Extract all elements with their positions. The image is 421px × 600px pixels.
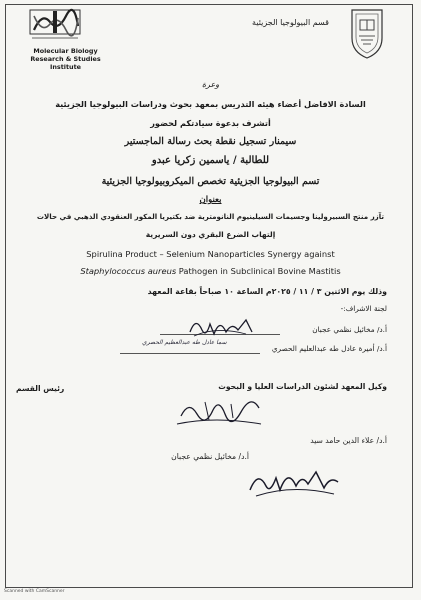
institute-logo-icon — [26, 8, 84, 42]
committee-label: لجنة الاشراف:- — [340, 304, 387, 313]
addressee-line: السادة الافاضل أعضاء هيئه التدريس بمعهد بحوث ودراسات البيولوجيا الجزيئية — [55, 99, 366, 109]
committee-member2: أ.د/ أميرة عادل طه عبدالعليم الحصري — [271, 344, 387, 353]
head-name: أ.د/ مخائيل نظمي عجبان — [171, 452, 249, 461]
titled-label: بعنوان — [199, 195, 222, 205]
department-line: تسم البيولوجيا الجزيئية تخصص الميكروبيولوجيا الجزيئية — [101, 176, 320, 187]
signature-head-icon — [246, 462, 342, 502]
page-border — [5, 4, 413, 588]
vice-dean-name: أ.د/ علاء الدين حامد سيد — [310, 436, 387, 445]
title-english-line2-rest: Pathogen in Subclinical Bovine Mastitis — [176, 266, 341, 276]
vice-dean-title: وكيل المعهد لشئون الدراسات العليا و البحوث — [218, 382, 387, 391]
university-seal-icon — [346, 6, 388, 60]
student-line: للطالبة / ياسمين زكريا عبدو — [151, 155, 270, 166]
ornament-text: وعرة — [201, 80, 220, 89]
institute-name: Molecular Biology Research & Studies Institute — [30, 47, 101, 71]
signature-member1-icon — [186, 312, 256, 340]
signature-vice-dean-icon — [175, 394, 265, 432]
committee-member2-handwritten: سما عادل طه عبدالعظيم الحصري — [142, 339, 227, 346]
department-header: قسم البيولوجيا الجزيئية — [252, 18, 329, 27]
head-title: رئيس القسم — [16, 384, 65, 393]
title-english-line2 — [0, 266, 421, 276]
title-arabic-line1: تآزر منتج السبيرولينا وجسيمات السيلينيوم النانومترية ضد بكتيريا المكور العنقودي الذهبي في حالات — [36, 212, 385, 221]
species-name: Staphylococcus aureus — [80, 266, 177, 276]
scanner-watermark: Scanned with CamScanner — [4, 589, 65, 594]
signature-line-member2 — [120, 353, 260, 354]
honor-line: أتشرف بدعوة سيادتكم لحضور — [150, 118, 271, 128]
title-english-line1: Spirulina Product – Selenium Nanoparticles Synergy against — [86, 249, 335, 259]
date-line: وذلك يوم الاثنين ٣ / ١١ / ٢٠٢٥م الساعة ١٠ صباحاً بقاعة المعهد — [147, 287, 387, 296]
seminar-line: سيمنار تسجيل نقطة بحث رسالة الماجستير — [124, 136, 297, 147]
title-arabic-line2: إلتهاب الضرع البقري دون السريرية — [145, 230, 276, 239]
committee-member1: أ.د/ مخائيل نظمي عجبان — [312, 325, 387, 334]
